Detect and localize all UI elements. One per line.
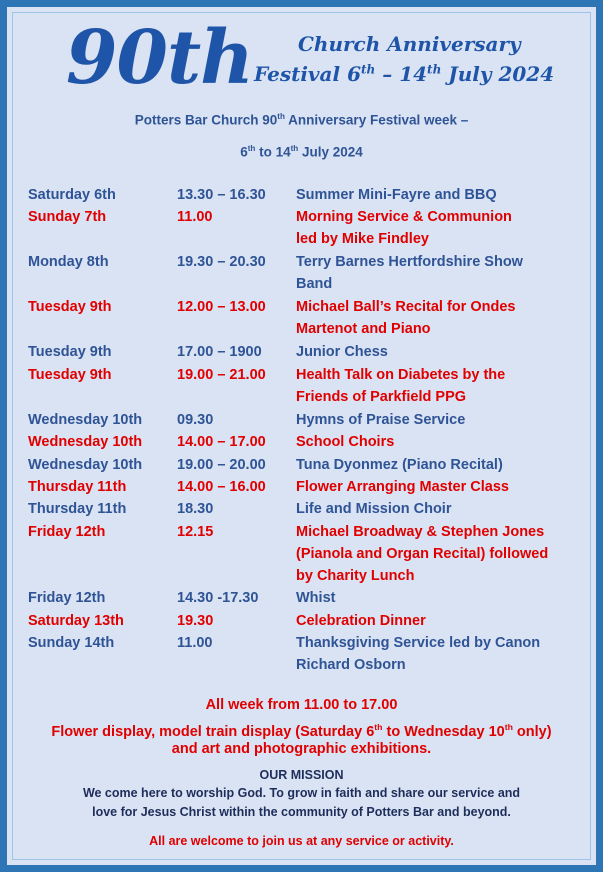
schedule-event [296, 498, 586, 520]
schedule-event [296, 454, 586, 476]
schedule-day: Thursday 11th [28, 478, 127, 495]
schedule-event-line: Terry Barnes Hertfordshire Show [296, 253, 523, 270]
schedule-event [296, 409, 586, 431]
schedule-day: Monday 8th [28, 253, 109, 270]
schedule-time: 14.30 -17.30 [177, 590, 259, 607]
schedule-day: Sunday 7th [28, 209, 107, 226]
title-line-1: Church Anniversary [298, 32, 521, 56]
schedule-time: 18.30 [177, 501, 214, 518]
schedule-day: Tuesday 9th [28, 298, 112, 315]
schedule-day: Wednesday 10th [28, 434, 143, 451]
schedule-time: 19.30 [177, 612, 214, 629]
schedule-day: Thursday 11th [28, 501, 127, 518]
schedule-event-line: Summer Mini-Fayre and BBQ [296, 187, 497, 203]
schedule-time: 09.30 [177, 412, 214, 428]
schedule-event-line: Morning Service & Communion [296, 209, 512, 226]
schedule-event [296, 251, 586, 295]
mission-line-1: We come here to worship God. To grow in faith and share our service and [82, 786, 521, 800]
schedule-time: 13.30 – 16.30 [177, 187, 266, 203]
schedule-time: 12.15 [177, 523, 214, 540]
all-week-line-3: and art and photographic exhibitions. [171, 741, 432, 757]
mission-title: OUR MISSION [259, 768, 344, 782]
schedule-event-line: Richard Osborn [296, 657, 406, 673]
schedule-time: 19.00 – 20.00 [177, 456, 266, 473]
schedule-event-line: Martenot and Piano [296, 320, 431, 337]
schedule-event [296, 296, 586, 340]
schedule-event-line: Michael Broadway & Stephen Jones [296, 523, 545, 540]
schedule-day: Friday 12th [28, 590, 106, 607]
schedule-day: Tuesday 9th [28, 367, 112, 384]
schedule-day: Tuesday 9th [28, 344, 112, 361]
schedule-time: 12.00 – 13.00 [177, 298, 266, 315]
schedule-event [296, 610, 586, 632]
schedule-event [296, 206, 586, 250]
welcome-text: All are welcome to join us at any service or activity. [149, 834, 454, 848]
schedule-time: 11.00 [177, 635, 213, 651]
schedule-event-line: Michael Ball’s Recital for Ondes [296, 298, 516, 315]
schedule-day: Saturday 6th [28, 187, 116, 203]
schedule-time: 14.00 – 17.00 [177, 434, 266, 451]
schedule-event [296, 431, 586, 453]
title-line-2: Festival 6th – 14th July 2024 [254, 62, 555, 86]
schedule-event-line: Thanksgiving Service led by Canon [296, 635, 541, 651]
schedule-time: 17.00 – 1900 [177, 344, 262, 361]
schedule-event-line: Junior Chess [296, 344, 388, 361]
subtitle-line-1: Potters Bar Church 90th Anniversary Festival week – [134, 112, 469, 128]
schedule-event [296, 341, 586, 363]
schedule-day: Wednesday 10th [28, 412, 143, 428]
schedule-event-line: Tuna Dyonmez (Piano Recital) [296, 456, 503, 473]
schedule-day: Sunday 14th [28, 635, 115, 651]
schedule-event-line: (Pianola and Organ Recital) followed [296, 545, 549, 562]
schedule-event-line: Band [296, 275, 333, 292]
schedule-event-line: Health Talk on Diabetes by the [296, 367, 506, 384]
schedule-event-line: by Charity Lunch [296, 567, 415, 584]
schedule-time: 19.00 – 21.00 [177, 367, 266, 384]
schedule-day: Saturday 13th [28, 612, 124, 629]
schedule-time: 14.00 – 16.00 [177, 478, 266, 495]
schedule-event-line: Hymns of Praise Service [296, 412, 466, 428]
mission-line-2: love for Jesus Christ within the community of Potters Bar and beyond. [92, 805, 511, 819]
schedule-time: 19.30 – 20.30 [177, 253, 266, 270]
schedule-event-line: School Choirs [296, 434, 395, 451]
schedule-event-line: led by Mike Findley [296, 231, 429, 248]
schedule-event [296, 521, 586, 587]
schedule-event [296, 184, 586, 206]
schedule-event [296, 587, 586, 609]
schedule-day: Wednesday 10th [28, 456, 143, 473]
schedule-time: 11.00 [177, 209, 213, 226]
anniversary-number: 90th [66, 15, 253, 101]
schedule-event-line: Life and Mission Choir [296, 501, 452, 518]
all-week-line-2: Flower display, model train display (Saturday 6th to Wednesday 10th only) [51, 722, 552, 740]
schedule-event-line: Friends of Parkfield PPG [296, 389, 467, 406]
schedule-event [296, 476, 586, 498]
all-week-heading: All week from 11.00 to 17.00 [205, 697, 398, 713]
schedule-event-line: Celebration Dinner [296, 612, 426, 629]
schedule-event [296, 364, 586, 408]
schedule-day: Friday 12th [28, 523, 106, 540]
schedule-event-line: Whist [296, 590, 336, 607]
schedule-event [296, 632, 586, 676]
schedule-event-line: Flower Arranging Master Class [296, 478, 509, 495]
subtitle-line-2: 6th to 14th July 2024 [240, 144, 363, 160]
